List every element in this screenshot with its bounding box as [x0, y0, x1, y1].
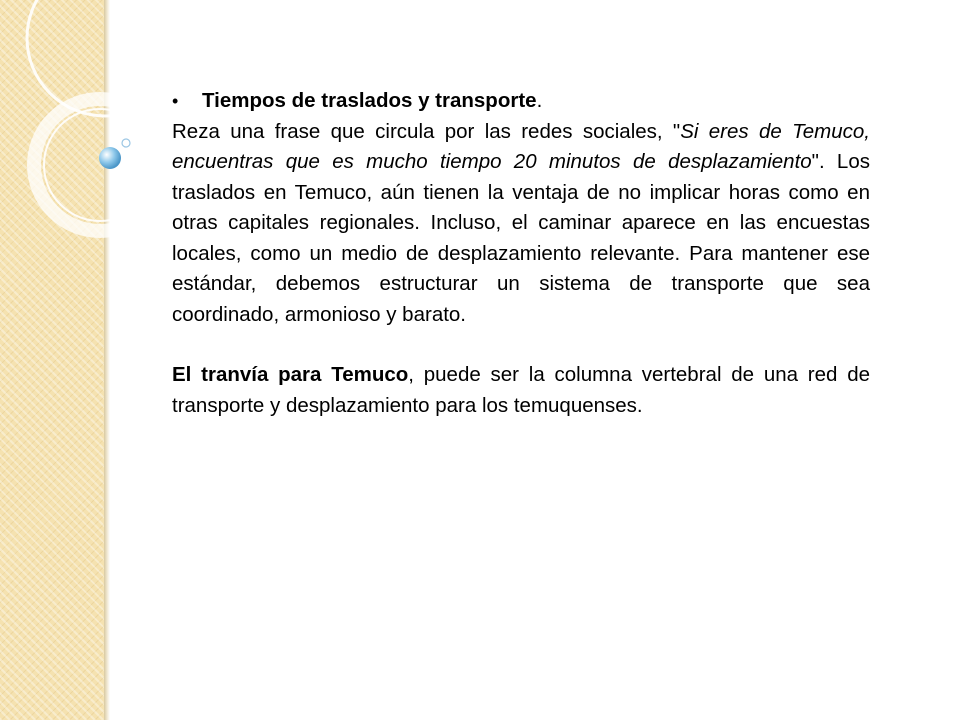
thin-ring: [44, 109, 156, 221]
paragraph-spacer: [172, 330, 870, 360]
paragraph-2-bold: El tranvía para Temuco: [172, 363, 409, 386]
paragraph-1-quote: Si eres de Temuco, encuentras que es mucho tiempo 20 minutos de desplazamiento: [172, 119, 870, 173]
bullet-heading: Tiempos de traslados y transporte: [202, 89, 537, 112]
paragraph-2-rest: , puede ser la columna vertebral de una red de transporte y desplazamiento para los temuquenses.: [172, 363, 871, 417]
slide-content: [172, 86, 870, 421]
paragraph-1: [172, 117, 870, 331]
thick-ring: [34, 99, 166, 231]
small-bubble: [122, 139, 130, 147]
blue-bubble: [99, 147, 121, 169]
paragraph-2: [172, 360, 870, 421]
bullet-dot-icon: •: [172, 91, 179, 111]
bullet-heading-period: .: [536, 89, 543, 112]
paragraph-1-part1: Reza una frase que circula por las redes sociales, ": [172, 119, 681, 143]
paragraph-1-part2: ". Los traslados en Temuco, aún tienen la ventaja de no implicar horas como en otras capitales regionales. Incluso, el caminar aparece en las encuestas locales, como un medio de desplazamiento relevante. Para mantener ese estándar, debemos estructurar un sistema de transporte que sea coordinado, armonioso y barato.: [172, 150, 870, 326]
bullet-item: [172, 86, 870, 117]
